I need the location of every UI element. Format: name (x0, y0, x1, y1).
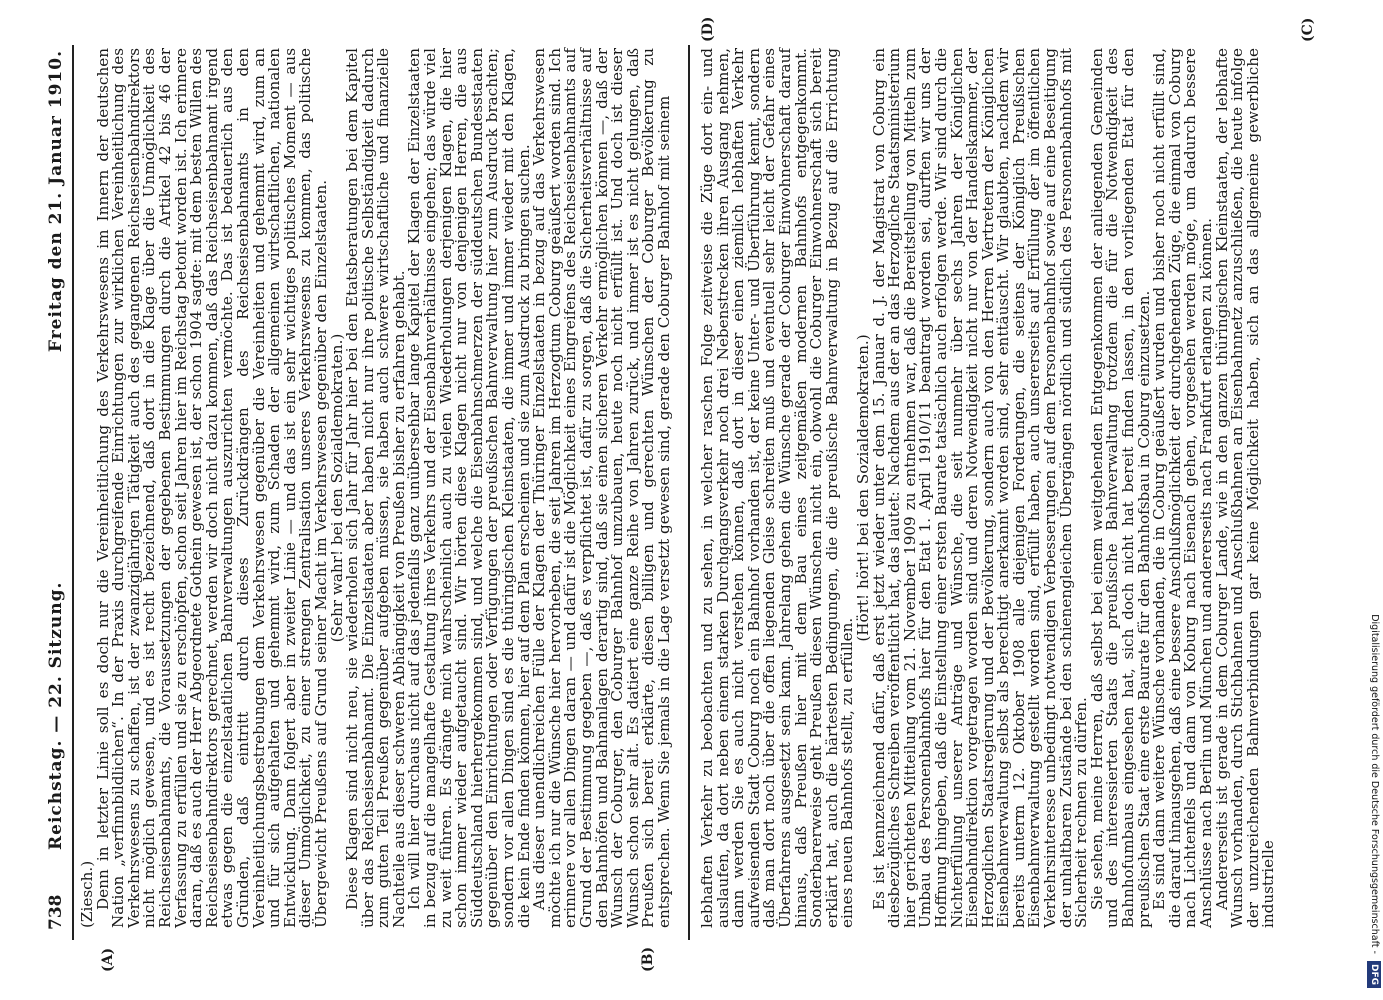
page-header (42, 50, 72, 930)
session-title: Reichstag. — 22. Sitzung. (46, 581, 66, 850)
dfg-logo: DFG (1367, 961, 1381, 988)
margin-marker-d: (D) (700, 16, 716, 42)
paragraph: Ich will hier durchaus nicht auf das jedenfalls ganz unübersehbar lange Kapitel der Klagen der Einzelstaaten in bezug auf die mangelhafte Gestaltung ihres Verkehrs und der Eisenbahnverhältnisse eingehen; das würde viel zu weit führen. Es drängte mich wahrscheinlich auch zu vielen Wiederholungen derjenigen Klagen, die hier schon immer wieder aufgetaucht sind. Wir hörten diese Klagen nicht nur von denjenigen Herren, die aus Süddeutschland hierhergekommen sind, und welche die Eisenbahnschmerzen der süddeutschen Bundesstaaten gegenüber den Einrichtungen oder Verfügungen der preußischen Bahnverwaltung hier zum Ausdruck brachten; sondern vor allen Dingen sind es die thüringischen Kleinstaaten, die immer und immer wieder mit den Klagen, die kein Ende finden können, hier auf dem Plan erscheinen und sie zum Ausdruck zu bringen suchen. (405, 48, 533, 928)
page-number: 738 (46, 894, 66, 930)
paragraph: lebhaften Verkehr zu beobachten und zu sehen, in welcher raschen Folge zeitweise die Züge dort ein- und auslaufen, da dort neben einem starken Durchgangsverkehr noch drei Nebenstrecken ihren Ausgang nehmen, dann werden Sie es auch nicht verstehen können, daß dort in dieser einen ziemlich lebhaften Verkehr aufweisenden Stadt Coburg noch ein Bahnhof vorhanden ist, der keine Unter- und Überführung kennt, sondern daß man dort noch über die offen liegenden Gleise schreiten muß und eventuell sehr leicht der Gefahr eines Überfahrens ausgesetzt sein kann. Jahrelang gehen die Wünsche gerade der Coburger Einwohnerschaft darauf hinaus, daß Preußen hier mit dem Bau eines zeitgemäßen modernen Bahnhofs entgegenkommt. Sonderbarerweise geht Preußen diesen Wünschen nicht ein, obwohl die Coburger Einwohnerschaft sich bereit erklärt hat, auch die härtesten Bedingungen, die die preußische Bahnverwaltung in Bezug auf die Errichtung eines neuen Bahnhofs stellt, zu erfüllen. (698, 48, 857, 928)
margin-marker-b: (B) (640, 946, 656, 972)
speaker-tag: (Ziesch.) (78, 860, 96, 928)
page-date: Freitag den 21. Januar 1910. (46, 50, 66, 353)
stamp-text: Digitalisierung gefördert durch die Deutsche Forschungsgemeinschaft - (1369, 614, 1380, 954)
margin-marker-a: (A) (100, 947, 116, 972)
paragraph: Diese Klagen sind nicht neu, sie wiederholen sich Jahr für Jahr hier bei den Etatsberatungen bei dem Kapitel über das Reichseisenbahnamt. Die Einzelstaaten aber haben nicht nur ihre politische Selbständigkeit dadurch zum guten Teil Preußen gegenüber aufgeben müssen, sie haben auch schwere wirtschaftliche und finanzielle Nachteile aus dieser schweren Abhängigkeit von Preußen bisher zu erfahren gehabt. (343, 48, 408, 928)
column-divider (688, 45, 690, 940)
interjection: (Hört! hört! bei den Sozialdemokraten.) (853, 334, 872, 642)
paragraph: Sie sehen, meine Herren, daß selbst bei einem weitgehenden Entgegenkommen der anliegenden Gemeinden und des interessierten Staats die preußische Bahnverwaltung trotzdem die für die Notwendigkeit des Bahnhofumbaus eingesehen hat, sich doch nicht hat bereit finden lassen, in den vorliegenden Etat für den preußischen Staat eine erste Baurate für den Bahnhofsbau in Coburg einzusetzen. (1087, 48, 1153, 928)
paragraph: Es sind dann weitere Wünsche vorhanden, die in Coburg geäußert wurden und bisher noch nicht erfüllt sind, die darauf hinausgehen, daß eine bessere Anschlußmöglichkeit der durchgehenden Züge, die einmal von Coburg nach Lichtenfels und dann von Koburg nach Eisenach gehen, vorgesehen werden möge, um dadurch bessere Anschlüsse nach Berlin und München und andererseits nach Frankfurt erlangen zu können. (1150, 48, 1215, 928)
paragraph: Denn in letzter Linie soll es doch nur die Vereinheitlichung des Verkehrswesens im Innern der deutschen Nation „verfinnbildlichen“. In der Praxis durchgreifende Einrichtungen zur wirklichen Vereinheitlichung des Verkehrswesens zu schaffen, ist der zwanzigjährigen Tätigkeit auch des gegangenen Reichseisenbahndirektors nicht möglich gewesen, und es ist recht bezeichnend, daß dort in die Klage über die Unmöglichkeit des Reichseisenbahnamts, die Voraussetzungen der gegebenen Bestimmungen durch die Artikel 42 bis 46 der Verfassung zu erfüllen und sie zu erschöpfen, schon seit Jahren hier im Reichstag betont worden ist. Ich erinnere daran, daß es auch der Herr Abgeordnete Gothein gewesen ist, der schon 1904 sagte: mit dem besten Willen des Reichseisenbahndirektors gerechnet, werden wir doch nicht dazu kommen, daß das Reichseisenbahnamt irgend etwas gegen die einzelstaatlichen Bahnverwaltungen auszurichten vermöchte. Das ist bedauerlich aus den Gründen, daß eintritt durch dieses Zurückdrängen des Reichseisenbahnamts in den Vereinheitlichungsbestrebungen dem Verkehrswesen gegenüber die Vereinheiten und gehemmt wird, zum an und für sich aufgehalten und gehemmt wird, zum Schaden der allgemeinen wirtschaftlichen, nationalen Entwicklung. Dann folgert aber in zweiter Linie — und das ist ein sehr wichtiges politisches Moment — aus dieser Unmöglichkeit, zu einer strengen Zentralisation unseres Verkehrswesens zu kommen, das politische Übergewicht Preußens auf Grund seiner Macht im Verkehrswesen gegenüber den Einzelstaaten. (93, 48, 330, 928)
paragraph: Aus dieser unendlichreichen Fülle der Klagen der Thüringer Einzelstaaten in bezug auf das Verkehrswesen möchte ich nur die Wünsche hier hervorheben, die seit Jahren im Herzogtum Coburg geäußert worden sind. Ich erinnere vor allen Dingen daran — und dafür ist die Möglichkeit eines Eingreifens des Reichseisenbahnamts auf Grund der Bestimmung gegeben —, daß es verpflichtet ist, dafür zu sorgen, daß die Sicherheitsverhältnisse auf den Bahnhöfen und Bahnanlagen derartig sind, daß sie einen sicheren Verkehr ermöglichen können —, daß der Wunsch der Coburger, den Coburger Bahnhof umzubauen, heute noch nicht erfüllt ist. Und doch ist dieser Wunsch schon sehr alt. Es datiert eine ganze Reihe von Jahren zurück, und immer ist es nicht gelungen, daß Preußen sich bereit erklärte, diesen billigen und gerechten Wünschen der Coburger Bevölkerung zu entsprechen. Wenn Sie jemals in die Lage versetzt gewesen sind, gerade den Coburger Bahnhof mit seinem (530, 48, 673, 928)
left-text-column (80, 48, 680, 928)
margin-marker-c: (C) (1300, 17, 1316, 42)
paragraph: Es ist kennzeichnend dafür, daß erst jetzt wieder unter dem 15. Januar d. J. der Magistrat von Coburg ein diesbezügliches Schreiben veröffentlicht hat, das lautet: Nachdem aus der an das Herzogliche Staatsministerium hier gerichteten Mitteilung vom 21. November 1909 zu entnehmen war, daß die Bereitstellung von Mitteln zum Umbau des Personenbahnhofs hier für den Etat 1. April 1910/11 beantragt worden sei, durften wir uns der Hoffnung hingeben, daß die Einstellung einer ersten Baurate tatsächlich auch erfolgen werde. Wir sind durch die Nichterfüllung unserer Anträge und Wünsche, die seit nunmehr über sechs Jahren der Königlichen Eisenbahndirektion vorgetragen worden sind und deren Notwendigkeit nicht nur von der Handelskammer, der Herzoglichen Staatsregierung und der Bevölkerung, sondern auch von den Herren Vertretern der Königlichen Eisenbahnverwaltung selbst als berechtigt anerkannt worden sind, sehr enttäuscht. Wir glaubten, nachdem wir bereits unterm 12. Oktober 1908 alle diejenigen Forderungen, die seitens der Königlich Preußischen Eisenbahnverwaltung gestellt worden sind, erfüllt haben, auch unsererseits auf Erfüllung der im öffentlichen Verkehrsinteresse unbedingt notwendigen Verbesserungen auf dem Personenbahnhof sowie auf eine Beseitigung der unhaltbaren Zustände bei den schienengleichen Übergängen nördlich und südlich des Personenbahnhofs mit Sicherheit rechnen zu dürfen. (869, 48, 1091, 928)
header-rule (72, 45, 74, 940)
right-text-column (700, 48, 1300, 928)
paragraph: Andererseits ist gerade in dem Coburger Lande, wie in den ganzen thüringischen Kleinstaaten, der lebhafte Wunsch vorhanden, durch Stichbahnen und Anschlußbahnen an Eisenbahnnetz anzuschließen, die heute infolge der unzureichenden Bahnverbindungen gar keine Möglichkeit haben, sich an das allgemeine gewerbliche industrielle (1212, 48, 1278, 928)
interjection: (Sehr wahr! bei den Sozialdemokraten.) (327, 333, 346, 643)
digitization-stamp (1367, 8, 1381, 988)
